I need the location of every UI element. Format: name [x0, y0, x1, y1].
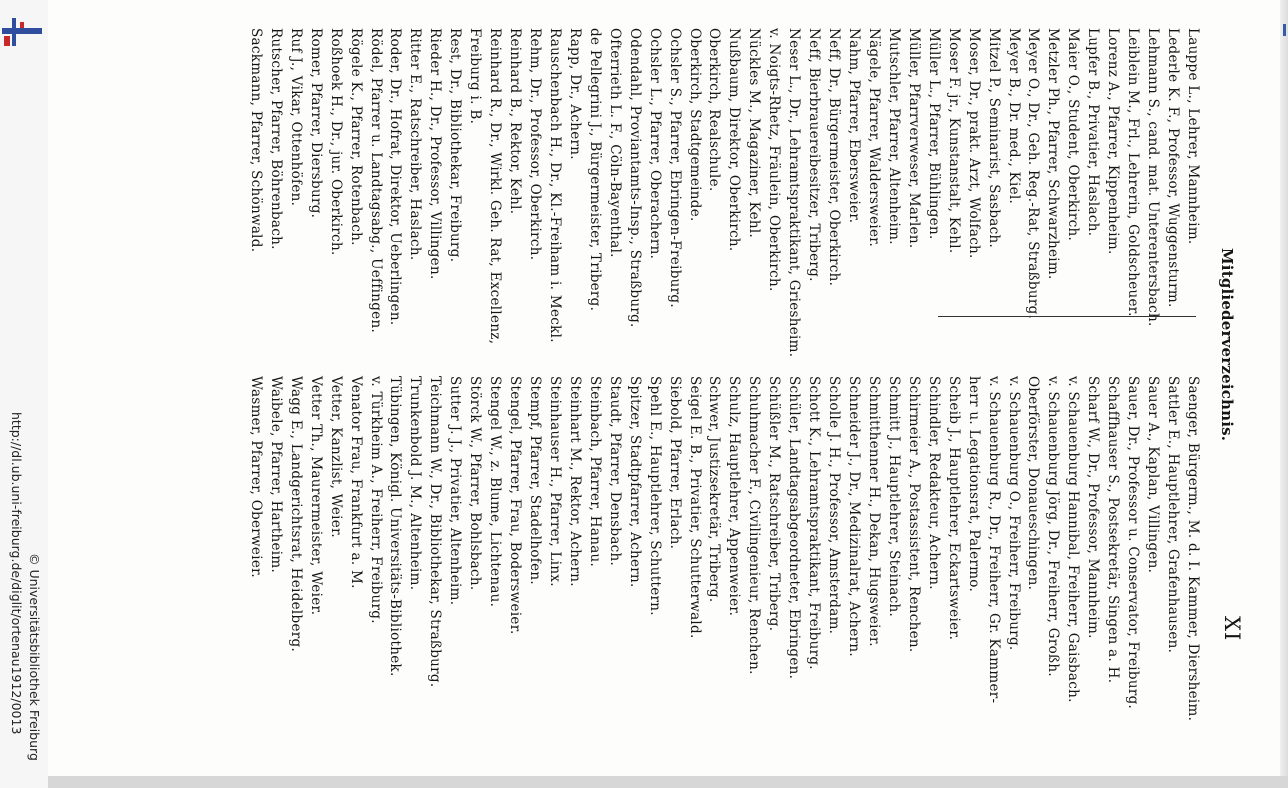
member-entry: Schwer, Justizsekretär, Triberg.	[706, 376, 723, 603]
member-entry: Moser, Dr., prakt. Arzt, Wolfach.	[965, 28, 982, 259]
member-entry: Rutscher, Pfarrer, Böhrenbach.	[267, 28, 284, 250]
member-entry: Staudt, Pfarrer, Densbach.	[606, 376, 623, 567]
member-entry: Spitzer, Stadtpfarrer, Achern.	[626, 376, 643, 588]
member-entry: Scharf W., Dr., Professor, Mannheim.	[1085, 376, 1102, 639]
member-entry: Sattler E., Hauptlehrer, Grafenhausen.	[1165, 376, 1182, 654]
page-title: Mitgliederverzeichnis.	[1218, 248, 1236, 442]
member-entry: Maier O., Student, Oberkirch.	[1065, 28, 1082, 242]
member-entry: Nußbaum, Direktor, Oberkirch.	[726, 28, 743, 252]
member-entry: Sauer A., Kaplan, Villingen.	[1145, 376, 1162, 574]
member-entry: Leiblein M., Frl., Lehrerin, Goldscheuer.	[1125, 28, 1142, 317]
member-entry: Schüßler M., Ratschreiber, Triberg.	[766, 376, 783, 632]
member-entry: Schott K., Lehramtspraktikant, Freiburg.	[806, 376, 823, 670]
member-entry: Scheib J., Hauptlehrer, Eckartsweier.	[945, 376, 962, 641]
university-logo-icon	[2, 14, 42, 50]
member-entry: Rödel, Pfarrer u. Landtagsabg., Ueffingen.	[367, 28, 384, 334]
member-entry: Nahm, Pfarrer, Ebersweier.	[846, 28, 863, 224]
member-entry: Müller L., Pfarrer, Bühlingen.	[925, 28, 942, 240]
member-entry: Ofterrieth L. F., Cöln-Bayenthal.	[606, 28, 623, 258]
member-entry: Siebold, Pfarrer, Erlach.	[666, 376, 683, 550]
member-entry: Reinhard B., Rektor, Kehl.	[507, 28, 524, 215]
member-entry: Lorenz A., Pfarrer, Kippenheim.	[1105, 28, 1122, 255]
member-entry: v. Schauenburg Hannibal, Freiherr, Gaisbach.	[1065, 376, 1082, 703]
member-entry: Romer, Pfarrer, Diersburg.	[307, 28, 324, 219]
member-entry: Schmitt J., Hauptlehrer, Steinach.	[885, 376, 902, 618]
member-entry: Mutschler, Pfarrer, Altenheim.	[885, 28, 902, 245]
member-entry: Ochsler S., Pfarrer, Ebringen-Freiburg.	[666, 28, 683, 308]
member-entry: Sauer, Dr., Professor u. Conservator, Freiburg.	[1125, 376, 1142, 710]
member-entry: Moser F. jr., Kunstanstalt, Kehl.	[945, 28, 962, 254]
member-entry: Schaffhauser S., Postsekretär, Singen a. H.	[1105, 376, 1122, 684]
member-entry: Neff, Dr., Bürgermeister, Oberkirch.	[826, 28, 843, 287]
member-entry: Rögele K., Pfarrer, Rotenbach.	[347, 28, 364, 246]
member-entry: Ruf J., Vikar, Ottenhöfen.	[287, 28, 304, 207]
member-entry: Schneider J., Dr., Medizinalrat, Achern.	[846, 376, 863, 657]
member-entry: Lupfer B., Privatier, Haslach.	[1085, 28, 1102, 237]
edge-mark	[1283, 24, 1286, 36]
member-entry: Schulz, Hauptlehrer, Appenweier.	[726, 376, 743, 617]
member-entry: Wagg E., Landgerichtsrat, Heidelberg.	[287, 376, 304, 653]
member-entry: Meyer O., Dr., Geh. Reg.-Rat, Straßburg.	[1025, 28, 1042, 320]
member-list-left-column	[245, 28, 1202, 358]
member-entry: Stengel W., z. Blume, Lichtenau.	[487, 376, 504, 608]
member-entry: Schüler, Landtagsabgeordneter, Ebringen.	[786, 376, 803, 680]
member-entry: Tübingen, Königl. Universitäts-Bibliothek.	[387, 376, 404, 677]
member-entry: Ochsler L., Pfarrer, Oberachern.	[646, 28, 663, 260]
member-entry: Odendahl, Proviantamts-Insp., Straßburg.	[626, 28, 643, 328]
member-entry: Sutter J. J., Privatier, Altenheim.	[447, 376, 464, 606]
member-entry: Oberförster, Donaueschingen.	[1025, 376, 1042, 591]
member-entry: Roder, Dr., Hofrat, Direktor, Ueberlingen.	[387, 28, 404, 326]
member-entry: Meyer B., Dr. med., Kiel.	[1005, 28, 1022, 205]
member-entry: Vetter, Kanzlist, Weier.	[327, 376, 344, 538]
member-entry: Scholle J. H., Professor, Amsterdam.	[826, 376, 843, 635]
member-entry: Rehm, Dr., Professor, Oberkirch.	[527, 28, 544, 261]
member-entry: Ritter E., Ratschreiber, Haslach.	[407, 28, 424, 261]
member-entry: Rest, Dr., Bibliothekar, Freiburg.	[447, 28, 464, 263]
member-entry: de Pellegrini J., Bürgermeister, Triberg.	[586, 28, 603, 312]
member-entry: Steinbach, Pfarrer, Hanau.	[586, 376, 603, 568]
member-entry: Reinhard R., Dr., Wirkl. Geh. Rat, Excellenz,	[487, 28, 504, 345]
member-entry: Stempf, Pfarrer, Stadelhofen.	[527, 376, 544, 585]
member-entry: Rieder H., Dr., Professor, Villingen.	[427, 28, 444, 280]
member-entry: Schmitthenner H., Dekan, Hugsweier.	[866, 376, 882, 647]
member-entry: Störck W., Pfarrer, Bohlsbach.	[467, 376, 484, 591]
member-entry: Seigel E. B., Privatier, Schutterwald.	[686, 376, 703, 639]
member-entry: Steinhart M., Rektor, Achern.	[566, 376, 583, 587]
member-entry: Neff, Bierbrauereibesitzer, Triberg.	[806, 28, 823, 282]
member-entry: Rapp, Dr., Achern.	[566, 28, 583, 160]
member-entry: Schuhmacher F., Civilingenieur, Renchen.	[746, 376, 763, 675]
member-entry: Freiburg i. B.	[467, 28, 484, 125]
member-entry: Waibele, Pfarrer, Hartheim.	[267, 376, 284, 574]
member-entry: v. Schauenburg O., Freiherr, Freiburg.	[1005, 376, 1022, 651]
page-number: XI	[1220, 616, 1244, 642]
member-entry: Roßhoek H., Dr., jur. Oberkirch.	[327, 28, 344, 256]
copyright-notice: © Universitätsbibliothek Freiburg	[27, 553, 42, 761]
member-entry: v. Schauenburg Jörg, Dr., Freiherr, Großh.	[1045, 376, 1062, 677]
member-entry: Saenger, Bürgerm., M. d. I. Kammer, Diersheim.	[1185, 376, 1201, 722]
member-entry: Steinhauser H., Pfarrer, Linx.	[547, 376, 563, 587]
member-entry: Spehl E., Hauptlehrer, Schuttern.	[646, 376, 663, 616]
source-url[interactable]: http://dl.ub.uni-freiburg.de/diglit/ortenau1912/0013	[9, 412, 24, 735]
member-entry: v. Noigts-Rhetz, Fräulein, Oberkirch.	[766, 28, 783, 292]
member-entry: Trunkenbold J. M., Altenheim.	[407, 376, 424, 591]
member-entry: v. Türkheim A., Freiherr, Freiburg.	[367, 376, 384, 624]
member-entry: Teichmann W., Dr., Bibliothekar, Straßburg.	[427, 376, 444, 688]
member-entry: Rauschenbach H., Dr., Kl.-Freiham i. Meckl.	[547, 28, 563, 343]
column-divider	[938, 316, 1196, 317]
member-entry: Lehmann S., cand. mat. Unterentersbach.	[1145, 28, 1162, 327]
member-entry: Schirmeier A., Postassistent, Renchen.	[905, 376, 922, 653]
member-entry: Oberkirch, Realschule.	[706, 28, 723, 192]
member-entry: Oberkirch, Stadtgemeinde.	[686, 28, 703, 222]
scanned-page	[48, 0, 1288, 776]
viewer-bottom-bar	[48, 776, 1288, 788]
member-entry: Sackmann, Pfarrer, Schönwald.	[247, 28, 264, 253]
member-entry: Mitzel P., Seminarist, Sasbach.	[985, 28, 1002, 249]
member-entry: v. Schauenburg R., Dr., Freiherr, Gr. Kammer-	[985, 376, 1002, 704]
member-entry: Stengel, Pfarrer, Frau, Bodersweier.	[507, 376, 524, 635]
viewer-sidebar	[0, 0, 49, 788]
member-entry: Venator Frau, Frankfurt a. M.	[347, 376, 364, 589]
member-entry: Nückles M., Magaziner, Kehl.	[746, 28, 763, 239]
member-entry: Metzler Ph., Pfarrer, Schwarzheim.	[1045, 28, 1062, 280]
member-entry: Müller, Pfarrverweser, Marlen.	[905, 28, 922, 249]
member-entry: Lauppe L., Lehrer, Mannheim.	[1185, 28, 1201, 245]
member-entry: Neser L., Dr., Lehramtspraktikant, Griesheim.	[786, 28, 803, 358]
member-entry: Wasmer, Pfarrer, Oberweier.	[247, 376, 264, 578]
page-edge-shadow	[1280, 0, 1288, 776]
member-entry: Schindler, Redakteur, Achern.	[925, 376, 942, 590]
member-list-right-column	[245, 376, 1202, 722]
member-entry: herr u. Legationsrat, Palermo.	[965, 376, 982, 593]
page-content	[244, 28, 1244, 788]
member-entry: Vetter Th., Maurermeister, Weier.	[307, 376, 324, 616]
member-entry: Nägele, Pfarrer, Waldersweier.	[866, 28, 882, 248]
member-entry: Lederle K. F., Professor, Wuggensturm.	[1165, 28, 1182, 308]
